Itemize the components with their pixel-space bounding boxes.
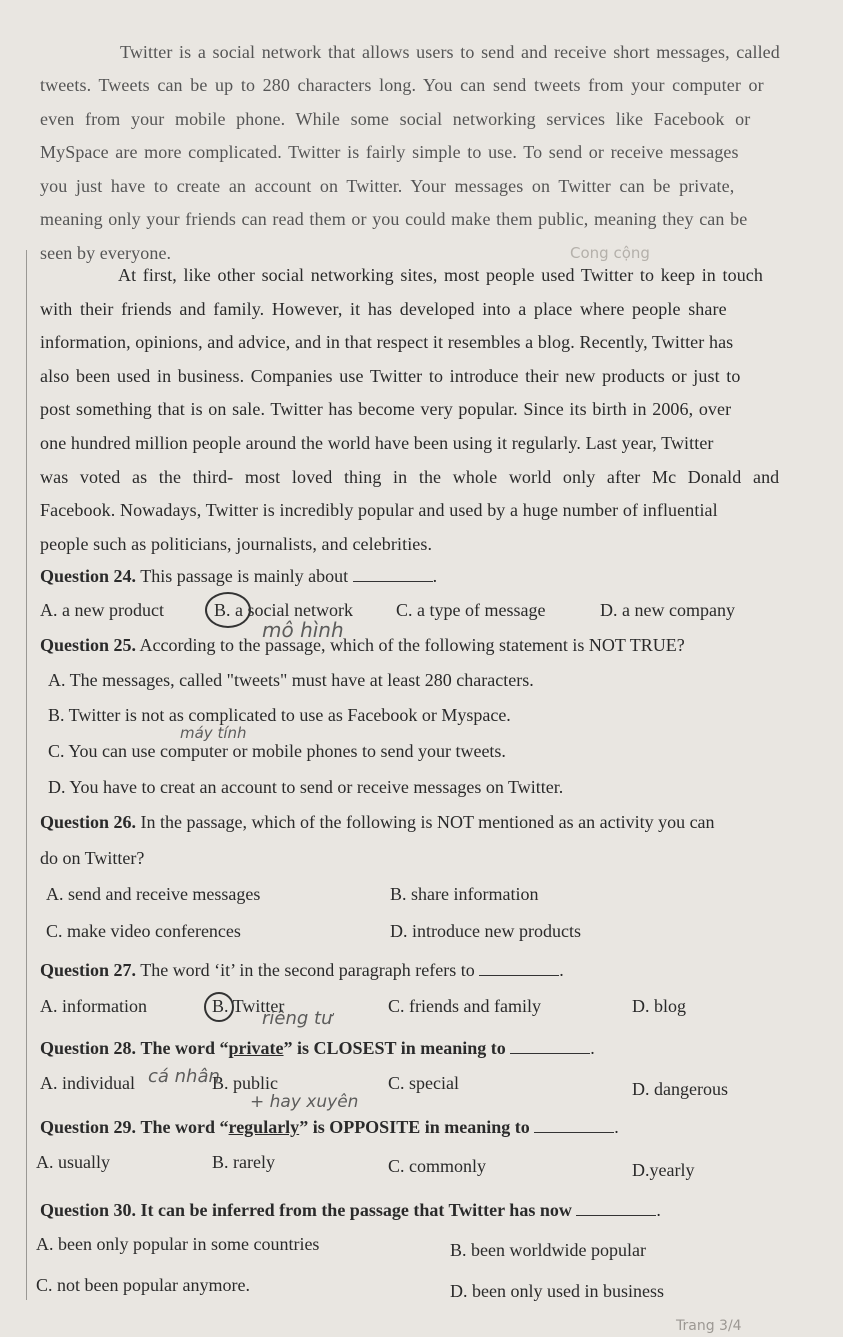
option-d[interactable]: D.yearly bbox=[632, 1160, 695, 1180]
passage-line: MySpace are more complicated. Twitter is fairly simple to use. To send or receive messages bbox=[40, 142, 739, 162]
passage-line: information, opinions, and advice, and in that respect it resembles a blog. Recently, Twitter has bbox=[40, 332, 734, 352]
option-c[interactable]: C. friends and family bbox=[388, 996, 541, 1016]
option-d[interactable]: D. introduce new products bbox=[390, 921, 581, 941]
question-number: Question 27. bbox=[40, 960, 137, 980]
option-a[interactable]: A. usually bbox=[36, 1152, 110, 1172]
question-text: The word ‘it’ in the second paragraph refers to bbox=[140, 960, 475, 980]
pencil-note: Cong cộng bbox=[570, 244, 650, 262]
passage-line: At first, like other social networking sites, most people used Twitter to keep in touch bbox=[118, 265, 763, 285]
option-c[interactable]: C. a type of message bbox=[396, 600, 546, 620]
option-b[interactable]: B. a social network bbox=[214, 600, 353, 620]
option-b[interactable]: B. public bbox=[212, 1073, 278, 1093]
passage-line: Facebook. Nowadays, Twitter is incredibly popular and used by a huge number of influential bbox=[40, 500, 718, 520]
question-26-continued: do on Twitter? bbox=[40, 848, 145, 868]
handwritten-note: máy tính bbox=[180, 724, 247, 742]
question-24: Question 24. This passage is mainly about . bbox=[40, 566, 438, 586]
option-b[interactable]: B. Twitter bbox=[212, 996, 285, 1016]
option-a[interactable]: A. a new product bbox=[40, 600, 164, 620]
question-number: Question 26. bbox=[40, 812, 137, 832]
question-text: It can be inferred from the passage that Twitter has now bbox=[140, 1200, 572, 1220]
question-26 bbox=[40, 812, 715, 833]
passage-line: even from your mobile phone. While some social networking services like Facebook or bbox=[40, 109, 751, 129]
handwritten-note: cá nhân bbox=[148, 1066, 220, 1087]
question-number: Question 25. bbox=[40, 635, 137, 655]
passage-line: meaning only your friends can read them or you could make them public, meaning they can be bbox=[40, 209, 748, 229]
passage-line: one hundred million people around the world have been using it regularly. Last year, Twitter bbox=[40, 433, 714, 453]
question-number: Question 28. bbox=[40, 1038, 137, 1058]
passage-line: post something that is on sale. Twitter has become very popular. Since its birth in 2006, over bbox=[40, 399, 732, 419]
passage-line: with their friends and family. However, it has developed into a place where people share bbox=[40, 299, 727, 319]
highlighted-word: private bbox=[228, 1038, 284, 1058]
answer-circle bbox=[204, 992, 234, 1022]
question-number: Question 29. bbox=[40, 1117, 137, 1137]
highlighted-word: regularly bbox=[228, 1117, 300, 1137]
passage-line: Twitter is a social network that allows users to send and receive short messages, called bbox=[120, 42, 780, 62]
option-a[interactable]: A. been only popular in some countries bbox=[36, 1234, 320, 1254]
answer-circle bbox=[205, 592, 251, 628]
handwritten-note: + hay xuyên bbox=[250, 1092, 359, 1112]
question-28: Question 28. The word “private” is CLOSEST in meaning to . bbox=[40, 1038, 595, 1058]
page-number: Trang 3/4 bbox=[676, 1318, 742, 1334]
passage-line: tweets. Tweets can be up to 280 characters long. You can send tweets from your computer or bbox=[40, 75, 764, 95]
option-b[interactable]: B. been worldwide popular bbox=[450, 1240, 646, 1260]
option-c[interactable]: C. make video conferences bbox=[46, 921, 241, 941]
option-c[interactable]: C. commonly bbox=[388, 1156, 486, 1176]
option-d[interactable]: D. a new company bbox=[600, 600, 735, 620]
question-29: Question 29. The word “regularly” is OPPOSITE in meaning to . bbox=[40, 1117, 619, 1137]
option-c[interactable]: C. not been popular anymore. bbox=[36, 1275, 250, 1295]
handwritten-note: mô hình bbox=[262, 618, 344, 642]
option-c[interactable]: C. You can use computer or mobile phones to send your tweets. bbox=[48, 741, 506, 761]
option-d[interactable]: D. dangerous bbox=[632, 1079, 728, 1099]
question-27: Question 27. The word ‘it’ in the second paragraph refers to . bbox=[40, 960, 564, 980]
question-text: This passage is mainly about bbox=[140, 566, 349, 586]
option-a[interactable]: A. send and receive messages bbox=[46, 884, 261, 904]
passage-line: seen by everyone. bbox=[40, 243, 172, 263]
question-text: In the passage, which of the following is NOT mentioned as an activity you can bbox=[140, 812, 715, 832]
question-25 bbox=[40, 635, 685, 656]
option-d[interactable]: D. been only used in business bbox=[450, 1281, 664, 1301]
question-30: Question 30. It can be inferred from the passage that Twitter has now . bbox=[40, 1200, 661, 1220]
passage-line: also been used in business. Companies use Twitter to introduce their new products or just to bbox=[40, 366, 741, 386]
handwritten-note: riêng tư bbox=[262, 1008, 333, 1029]
question-text: According to the passage, which of the following statement is NOT TRUE? bbox=[139, 635, 685, 655]
option-a[interactable]: A. The messages, called "tweets" must have at least 280 characters. bbox=[48, 670, 534, 690]
passage-line: was voted as the third- most loved thing in the whole world only after Mc Donald and bbox=[40, 467, 780, 487]
option-d[interactable]: D. blog bbox=[632, 996, 686, 1016]
option-b[interactable]: B. Twitter is not as complicated to use as Facebook or Myspace. bbox=[48, 705, 511, 725]
passage-line: you just have to create an account on Twitter. Your messages on Twitter can be private, bbox=[40, 176, 735, 196]
question-number: Question 24. bbox=[40, 566, 137, 586]
option-a[interactable]: A. information bbox=[40, 996, 147, 1016]
option-b[interactable]: B. rarely bbox=[212, 1152, 275, 1172]
passage-line: people such as politicians, journalists, and celebrities. bbox=[40, 534, 433, 554]
option-d[interactable]: D. You have to creat an account to send or receive messages on Twitter. bbox=[48, 777, 564, 797]
question-number: Question 30. bbox=[40, 1200, 137, 1220]
option-b[interactable]: B. share information bbox=[390, 884, 539, 904]
option-a[interactable]: A. individual bbox=[40, 1073, 135, 1093]
page-margin-line bbox=[26, 250, 27, 1300]
option-c[interactable]: C. special bbox=[388, 1073, 459, 1093]
